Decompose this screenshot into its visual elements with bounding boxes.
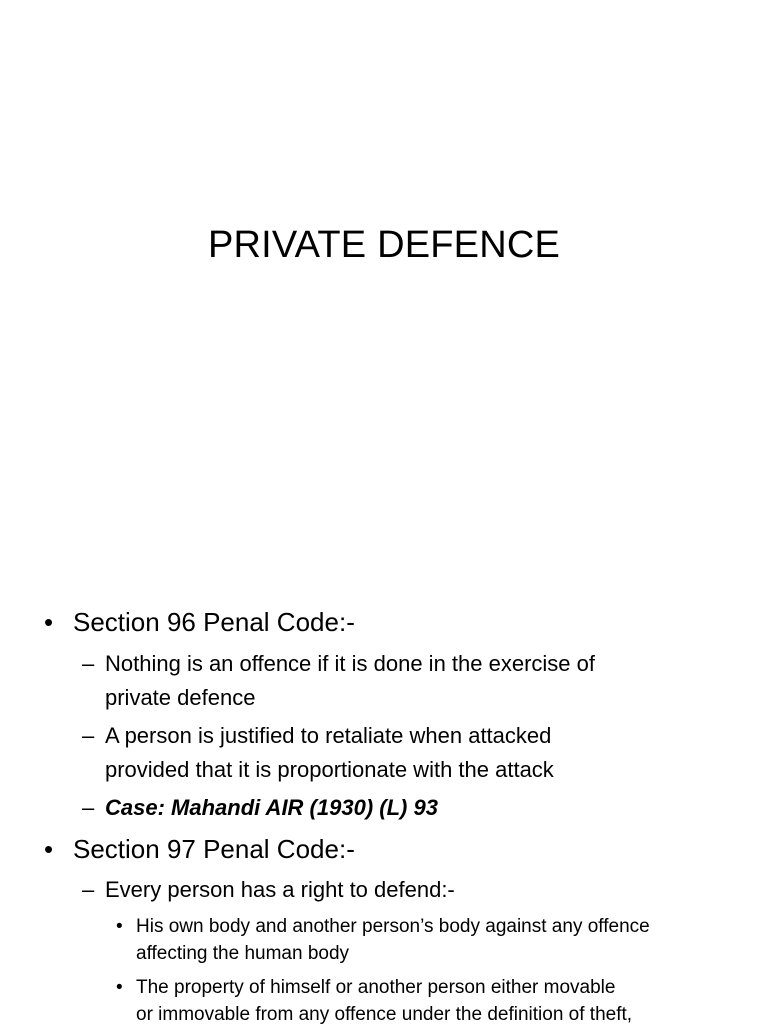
point-text: Every person has a right to defend:- <box>105 877 455 902</box>
bullet-marker: • <box>116 916 123 937</box>
subpoint-text: His own body and another person’s body against any offence affecting the human body <box>136 916 650 964</box>
dash-marker: – <box>82 651 95 676</box>
dash-marker: – <box>82 877 95 902</box>
point-text: A person is justified to retaliate when attacked provided that it is proportionate with the attack <box>105 723 554 782</box>
case-citation: Case: Mahandi AIR (1930) (L) 93 <box>105 795 438 820</box>
bullet-marker: • <box>116 977 123 998</box>
point-text: Nothing is an offence if it is done in the exercise of private defence <box>105 651 595 710</box>
section-heading-text: Section 97 Penal Code:- <box>73 834 355 864</box>
bullet-marker: • <box>44 607 54 637</box>
dash-marker: – <box>82 795 95 820</box>
slide-title: PRIVATE DEFENCE <box>207 224 561 266</box>
subpoint-text: The property of himself or another person either movable or immovable from any offence under the definition of theft, <box>136 977 633 1024</box>
section-heading-text: Section 96 Penal Code:- <box>73 607 355 637</box>
bullet-marker: • <box>44 834 54 864</box>
dash-marker: – <box>82 723 95 748</box>
